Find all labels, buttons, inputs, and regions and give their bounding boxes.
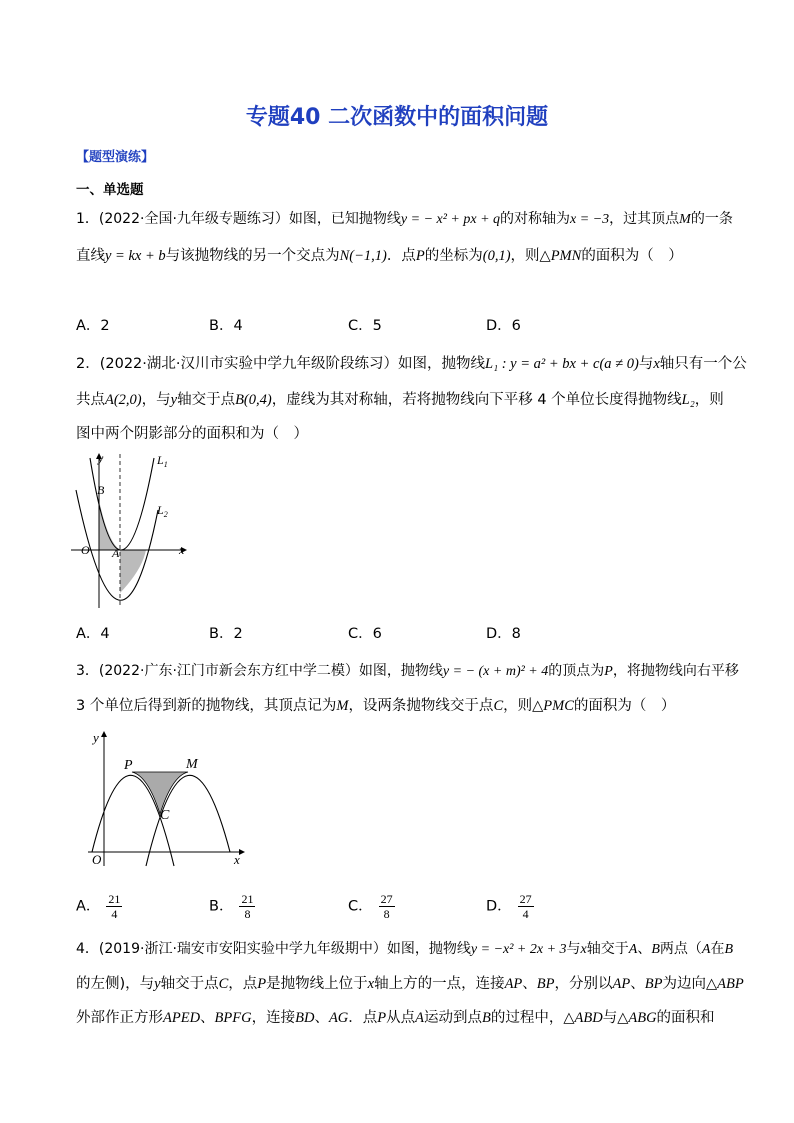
q3-label-c: C	[160, 808, 170, 823]
q2-label-l2: $L_2$	[157, 503, 168, 519]
q2-line2: 共点A(2,0)，与y轴交于点B(0,4)，虚线为其对称轴，若将抛物线向下平移 4 个单位长度得抛物线L₂，则	[76, 392, 724, 408]
q4-line1: 4．(2019·浙江·瑞安市安阳实验中学九年级期中）如图，抛物线y = −x² + 2x + 3与x轴交于A、B两点（A在B	[76, 941, 734, 957]
q3-option-b[interactable]: B． $\frac{21}{8}$	[209, 892, 254, 921]
q2-label-a: A	[112, 546, 120, 560]
q3-line2: 3 个单位后得到新的抛物线，其顶点记为M，设两条抛物线交于点C，则△PMC的面积为（ ）	[76, 698, 676, 714]
q2-label-b: B	[97, 483, 105, 497]
q2-label-x: x	[179, 543, 185, 557]
q2-shade-left	[99, 500, 120, 550]
q2-label-o: O	[81, 543, 90, 557]
q4-line3: 外部作正方形APED、BPFG，连接BD、AG．点P从点A运动到点B的过程中，△ABD与△ABG的面积和	[76, 1010, 715, 1026]
q2-figure	[68, 450, 198, 610]
q3-option-a[interactable]: A． $\frac{21}{4}$	[76, 892, 121, 921]
q1-line2: 直线y = kx + b与该抛物线的另一个交点为N(−1,1)．点P的坐标为(0,1)，则△PMN的面积为（ ）	[76, 248, 683, 264]
q3-option-d[interactable]: D． $\frac{27}{4}$	[486, 892, 532, 921]
q3-option-c[interactable]: C． $\frac{27}{8}$	[348, 892, 393, 921]
q1-option-c[interactable]: C．5	[348, 318, 382, 334]
q2-label-y: y	[98, 451, 104, 465]
q2-option-c[interactable]: C．6	[348, 626, 382, 642]
q1-option-a[interactable]: A．2	[76, 318, 110, 334]
q3-label-y: y	[93, 730, 99, 745]
section-heading: 一、单选题	[76, 182, 144, 198]
q2-option-a[interactable]: A．4	[76, 626, 110, 642]
q2-line3: 图中两个阴影部分的面积和为（ ）	[76, 426, 308, 442]
q1-line1: 1．(2022·全国·九年级专题练习）如图，已知抛物线y = − x² + px + q的对称轴为x = −3，过其顶点M的一条	[76, 211, 733, 227]
q2-option-b[interactable]: B．2	[209, 626, 243, 642]
q2-label-l1: $L_1$	[157, 453, 168, 469]
q3-line1: 3．(2022·广东·江门市新会东方红中学二模）如图，抛物线y = − (x + m)² + 4的顶点为P，将抛物线向右平移	[76, 663, 739, 679]
q3-figure	[84, 726, 254, 868]
q3-label-m: M	[186, 757, 198, 772]
q2-line1: 2．(2022·湖北·汉川市实验中学九年级阶段练习）如图，抛物线L₁ : y = a² + bx + c(a ≠ 0)与x轴只有一个公	[76, 356, 747, 372]
q3-label-p: P	[124, 758, 133, 773]
section-tag: 【题型演练】	[76, 150, 155, 165]
q4-line2: 的左侧)，与y轴交于点C，点P是抛物线上位于x轴上方的一点，连接AP、BP，分别以AP、BP为边向△ABP	[76, 976, 744, 992]
q2-option-d[interactable]: D．8	[486, 626, 521, 642]
q1-option-d[interactable]: D．6	[486, 318, 521, 334]
page-title: 专题40 二次函数中的面积问题	[245, 105, 549, 130]
q3-label-o: O	[92, 852, 102, 867]
q3-label-x: x	[234, 852, 240, 867]
q1-option-b[interactable]: B．4	[209, 318, 243, 334]
